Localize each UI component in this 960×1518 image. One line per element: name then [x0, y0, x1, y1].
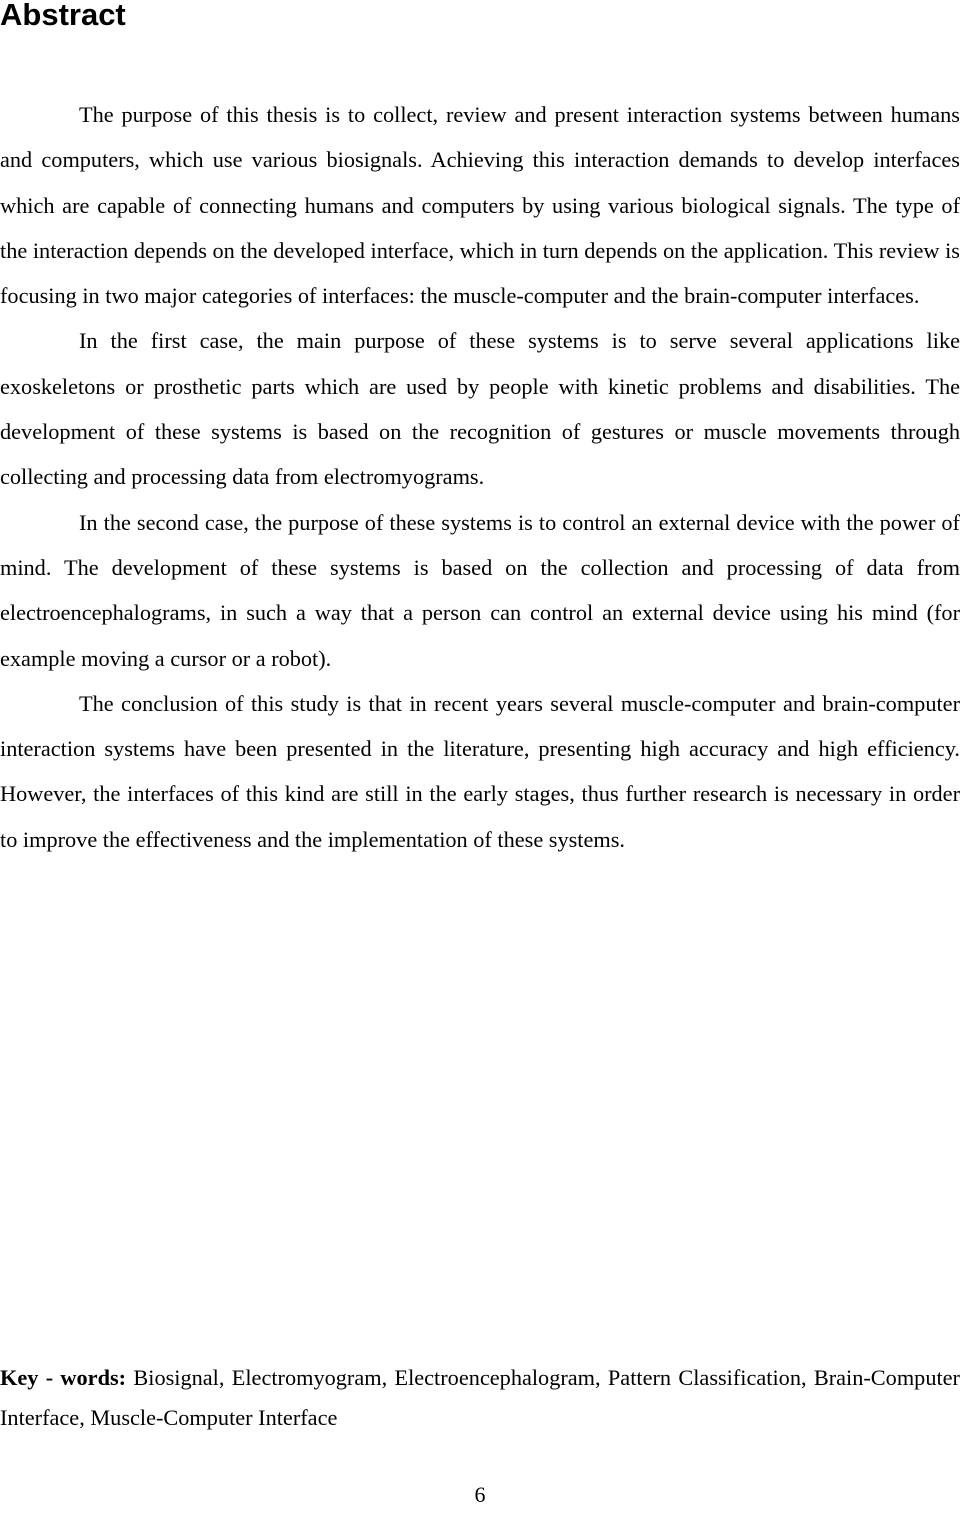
abstract-paragraph-4: The conclusion of this study is that in recent years several muscle-computer and brain-computer interaction systems have been presented in the literature, presenting high accuracy and high efficiency. However, the interfaces of this kind are still in the early stages, thus further research is necessary in order to improve the effectiveness and the implementation of these systems.	[0, 690, 960, 852]
keywords-label: Key - words:	[0, 1365, 127, 1390]
page-number: 6	[474, 1482, 486, 1507]
abstract-paragraph-1: The purpose of this thesis is to collect, review and present interaction systems between humans and computers, which use various biosignals. Achieving this interaction demands to develop interfaces which are capable of connecting humans and computers by using various biological signals. The type of the interaction depends on the developed interface, which in turn depends on the application. This review is focusing in two major categories of interfaces: the muscle-computer and the brain-computer interfaces.	[0, 102, 960, 309]
keywords-line	[0, 1358, 960, 1438]
keywords-list: Biosignal, Electromyogram, Electroencephalogram, Pattern Classification, Brain-Computer Interface, Muscle-Computer Interface	[0, 1365, 960, 1430]
abstract-paragraph-3: In the second case, the purpose of these systems is to control an external device with the power of mind. The development of these systems is based on the collection and processing of data from electroencephalograms, in such a way that a person can control an external device using his mind (for example moving a cursor or a robot).	[0, 509, 960, 671]
abstract-paragraph-2: In the first case, the main purpose of these systems is to serve several applications like exoskeletons or prosthetic parts which are used by people with kinetic problems and disabilities. The development of these systems is based on the recognition of gestures or muscle movements through collecting and processing data from electromyograms.	[0, 328, 960, 490]
abstract-body	[0, 92, 960, 862]
abstract-title: Abstract	[0, 0, 126, 32]
